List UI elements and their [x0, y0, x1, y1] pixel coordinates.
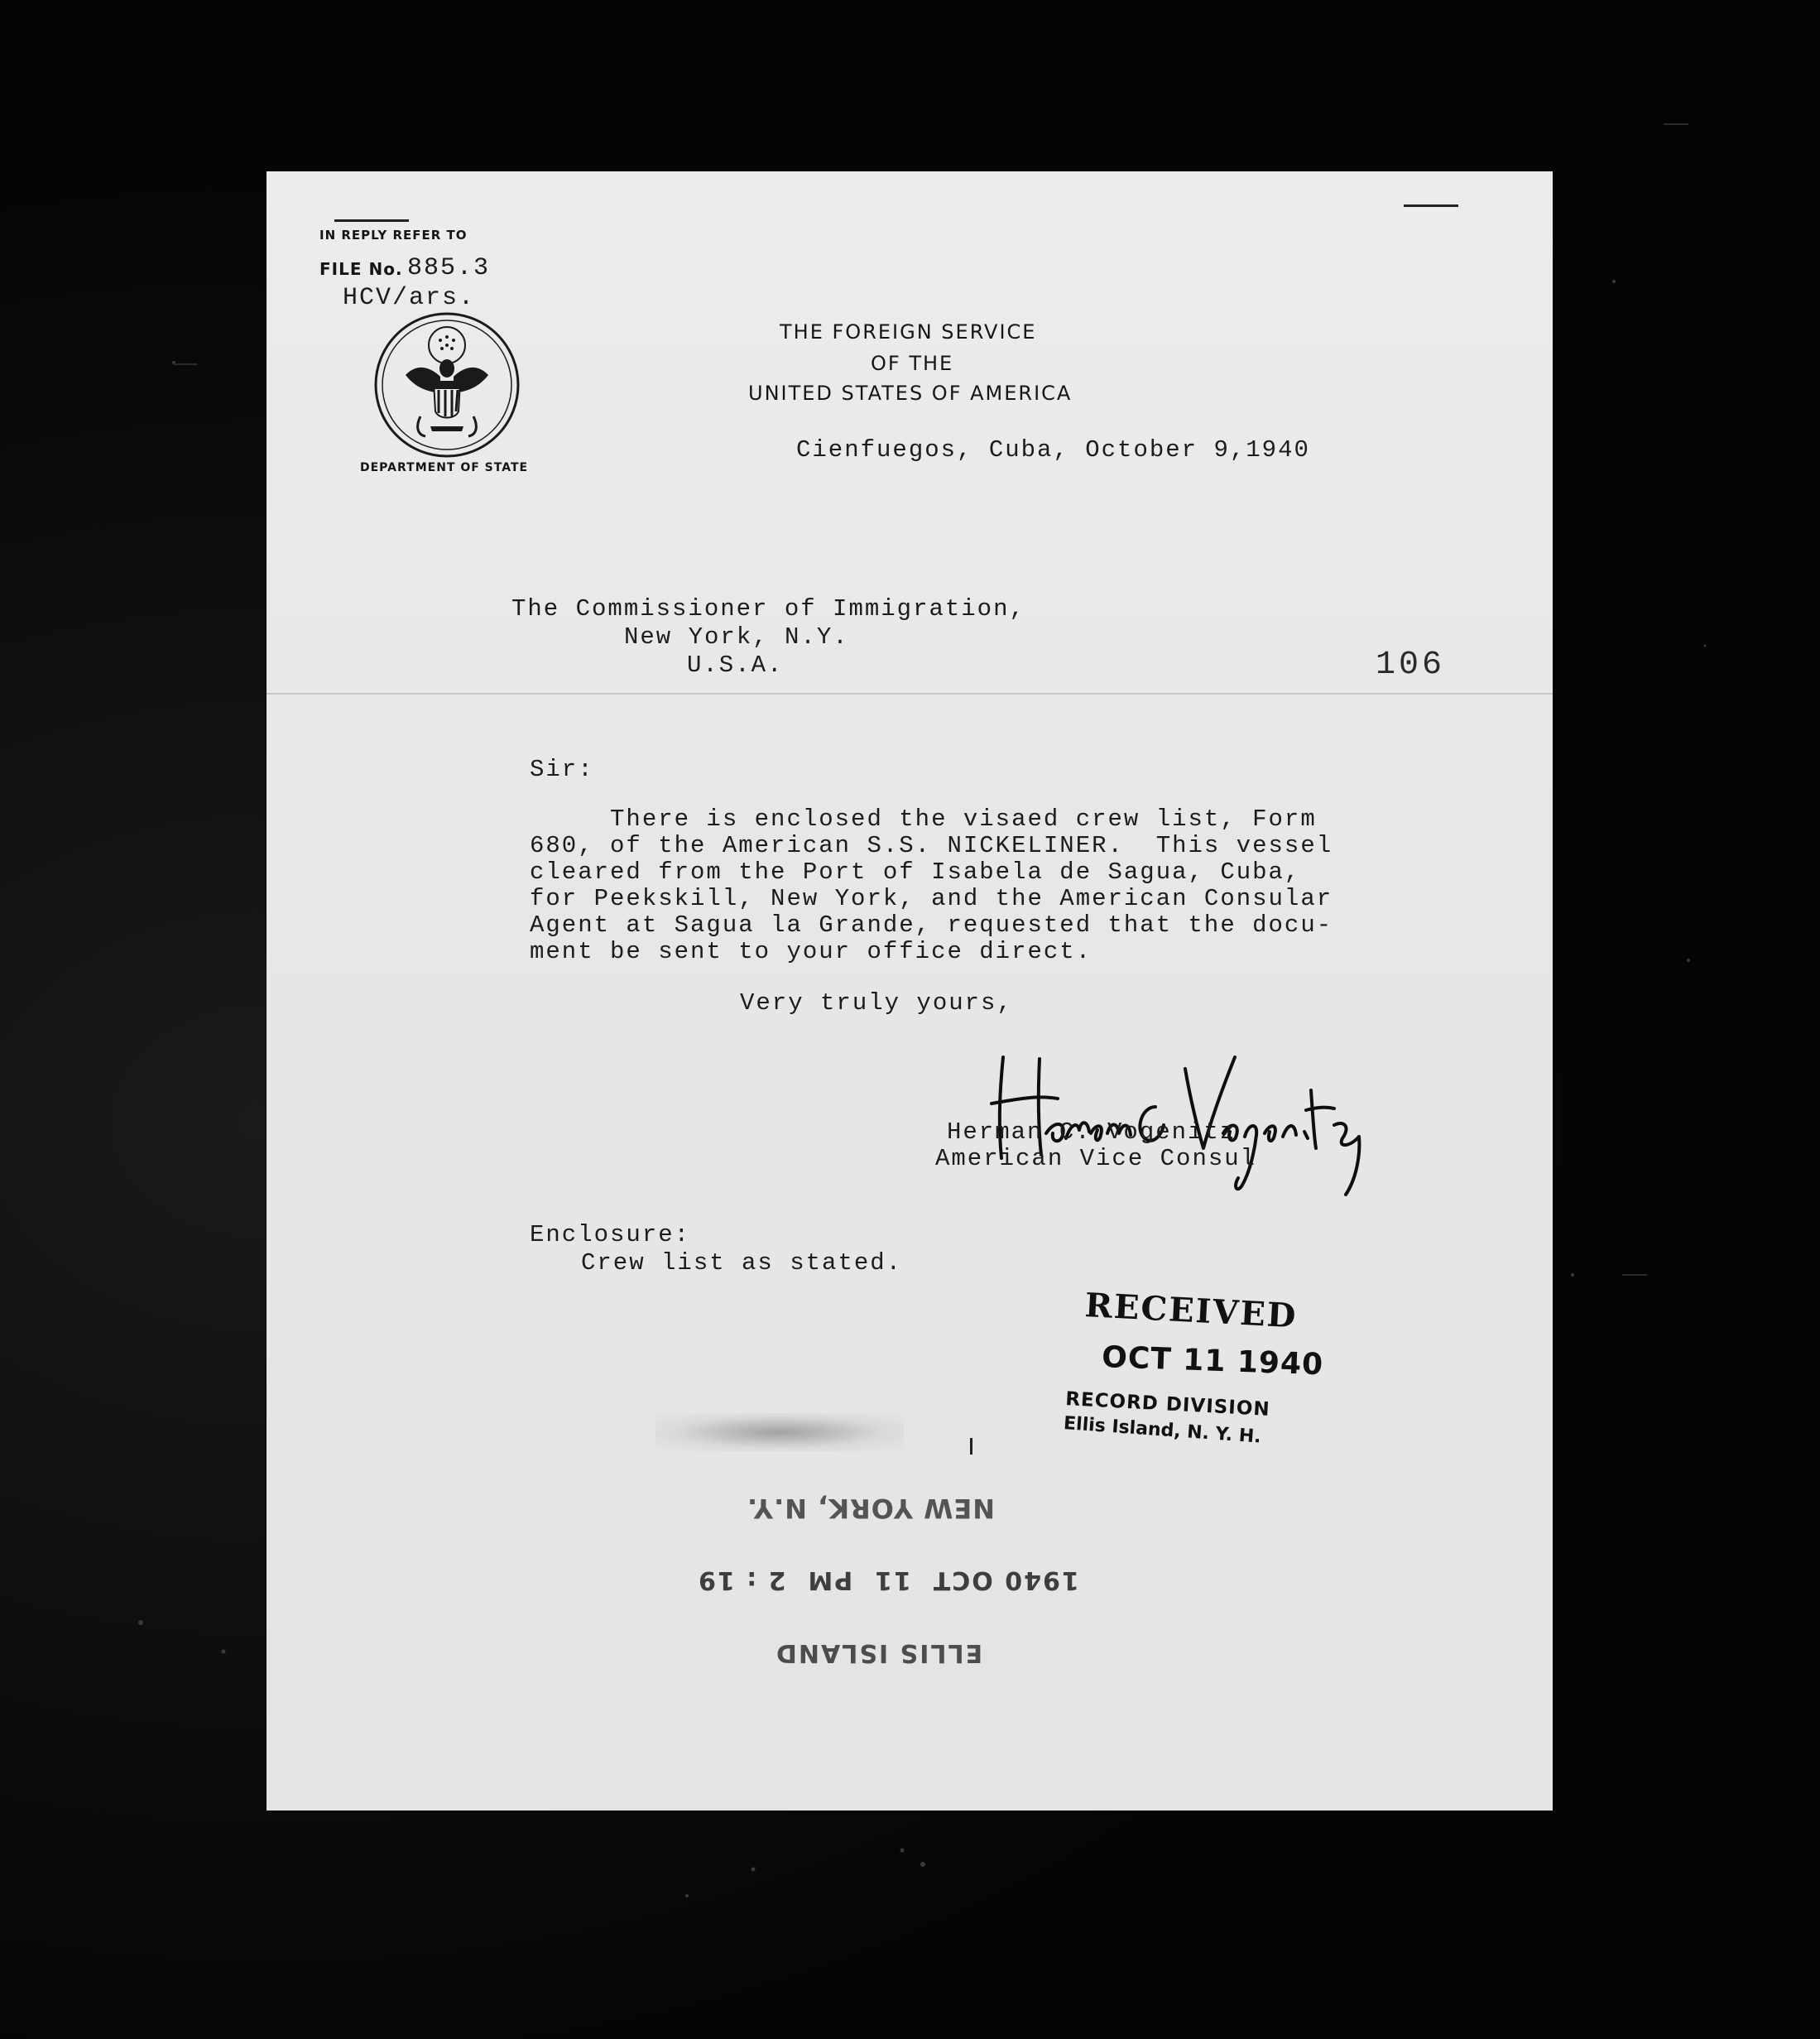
file-number-label: FILE No.: [319, 259, 403, 279]
complimentary-close: Very truly yours,: [740, 989, 1013, 1017]
fold-line: [267, 693, 1553, 695]
page-number-stamp: 106: [1376, 647, 1446, 684]
foreign-service-line-3: UNITED STATES OF AMERICA: [748, 382, 1073, 405]
file-number-value: 885.3: [407, 254, 491, 282]
reversed-stamp-line-2: 1940 OCT 11 PM 2 : 19: [697, 1565, 1079, 1594]
body-line: 680, of the American S.S. NICKELINER. This vessel: [530, 832, 1333, 859]
department-of-state-label: DEPARTMENT OF STATE: [360, 461, 529, 474]
received-stamp-division: RECORD DIVISION: [1064, 1388, 1271, 1421]
enclosure-label: Enclosure:: [530, 1221, 691, 1248]
letter-page: [267, 171, 1553, 1811]
dateline: Cienfuegos, Cuba, October 9,1940: [796, 436, 1310, 464]
body-line: Agent at Sagua la Grande, requested that the docu-: [530, 911, 1333, 939]
salutation: Sir:: [530, 756, 594, 783]
enclosure-description: Crew list as stated.: [581, 1249, 903, 1277]
great-seal-eagle-icon: [372, 310, 521, 459]
signer-title: American Vice Consul: [935, 1145, 1257, 1172]
recipient-line-2: New York, N.Y.: [624, 623, 849, 651]
tick-mark: [970, 1438, 972, 1455]
reversed-stamp-line-3: ELLIS ISLAND: [775, 1638, 983, 1667]
top-left-mark: [334, 219, 409, 222]
body-line: ment be sent to your office direct.: [530, 938, 1092, 965]
received-stamp-date: OCT 11 1940: [1101, 1340, 1324, 1383]
reversed-stamp-line-1: NEW YORK, N.Y.: [747, 1493, 996, 1524]
reply-refer-label: IN REPLY REFER TO: [319, 228, 468, 243]
recipient-line-3: U.S.A.: [687, 652, 784, 679]
typist-initials: HCV/ars.: [343, 284, 476, 312]
received-stamp-location: Ellis Island, N. Y. H.: [1063, 1413, 1262, 1448]
signer-name: Herman C. Vogenitz: [947, 1118, 1237, 1146]
recipient-line-1: The Commissioner of Immigration,: [511, 595, 1025, 623]
foreign-service-line-1: THE FOREIGN SERVICE: [780, 320, 1037, 344]
received-stamp-word: RECEIVED: [1083, 1286, 1299, 1336]
body-line: for Peekskill, New York, and the American Consular: [530, 885, 1333, 912]
body-line: cleared from the Port of Isabela de Sagua, Cuba,: [530, 858, 1301, 886]
top-right-mark: [1404, 204, 1458, 207]
ink-smudge: [655, 1413, 904, 1451]
foreign-service-line-2: OF THE: [871, 352, 954, 375]
body-line: There is enclosed the visaed crew list, Form: [530, 806, 1317, 833]
